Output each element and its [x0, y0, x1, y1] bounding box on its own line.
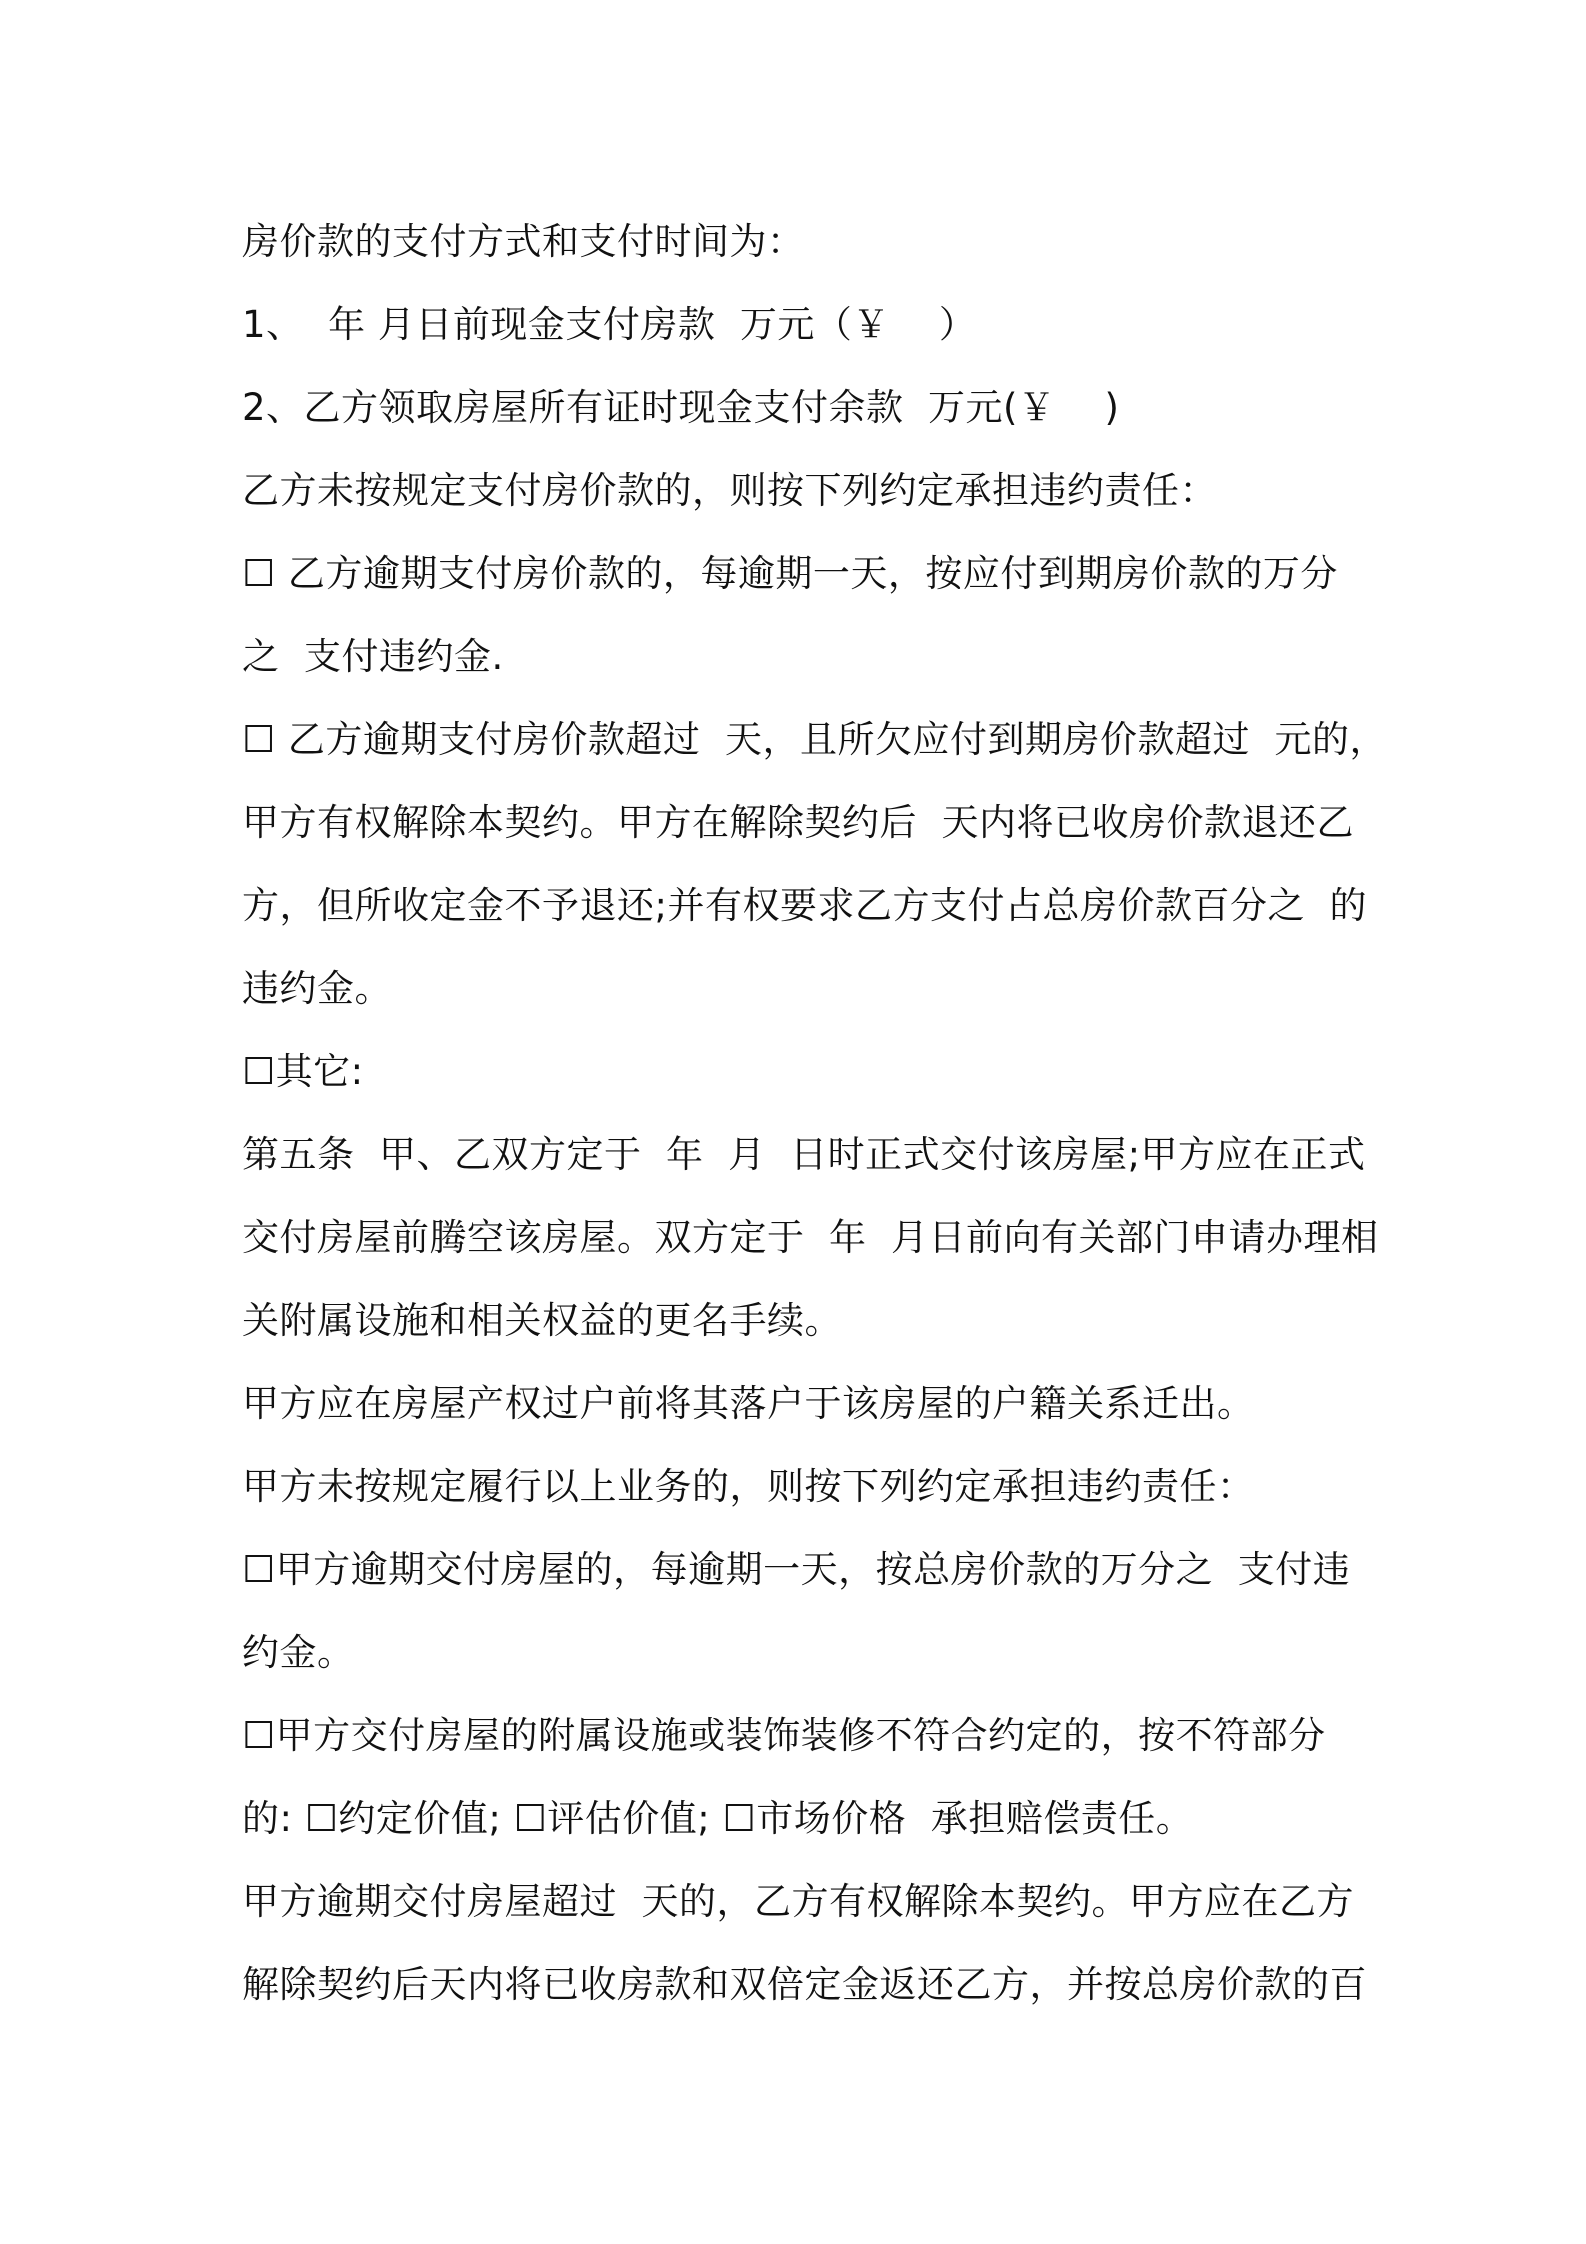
- text-line: 关附属设施和相关权益的更名手续。: [242, 1299, 842, 1342]
- text-line: 甲方有权解除本契约。甲方在解除契约后 天内将已收房价款退还乙: [242, 801, 1355, 844]
- text-line: 违约金。: [242, 967, 392, 1010]
- text-line: 约金。: [242, 1631, 355, 1674]
- text-line: 甲方逾期交付房屋超过 天的，乙方有权解除本契约。甲方应在乙方: [242, 1880, 1355, 1923]
- text-line: ☐甲方交付房屋的附属设施或装饰装修不符合约定的，按不符部分: [242, 1714, 1326, 1757]
- text-line: ☐ 乙方逾期支付房价款超过 天，且所欠应付到期房价款超过 元的，: [242, 718, 1387, 761]
- text-line: 第五条 甲、乙双方定于 年 月 日时正式交付该房屋;甲方应在正式: [242, 1133, 1366, 1176]
- text-line: ☐甲方逾期交付房屋的，每逾期一天，按总房价款的万分之 支付违: [242, 1548, 1351, 1591]
- text-line: ☐ 乙方逾期支付房价款的，每逾期一天，按应付到期房价款的万分: [242, 552, 1338, 595]
- text-line: 的: ☐约定价值; ☐评估价值; ☐市场价格 承担赔偿责任。: [242, 1797, 1194, 1840]
- text-line: 房价款的支付方式和支付时间为：: [242, 220, 805, 263]
- text-line: 2、乙方领取房屋所有证时现金支付余款 万元(￥ ): [242, 386, 1120, 429]
- document-body: [242, 200, 1387, 2026]
- text-line: 之 支付违约金.: [242, 635, 504, 678]
- text-line: 乙方未按规定支付房价款的，则按下列约定承担违约责任：: [242, 469, 1217, 512]
- text-line: 交付房屋前腾空该房屋。双方定于 年 月日前向有关部门申请办理相: [242, 1216, 1379, 1259]
- text-line: 1、 年 月日前现金支付房款 万元（￥ ）: [242, 303, 977, 346]
- text-line: 甲方未按规定履行以上业务的，则按下列约定承担违约责任：: [242, 1465, 1255, 1508]
- text-line: ☐其它:: [242, 1050, 364, 1093]
- text-line: 甲方应在房屋产权过户前将其落户于该房屋的户籍关系迁出。: [242, 1382, 1255, 1425]
- text-line: 方，但所收定金不予退还;并有权要求乙方支付占总房价款百分之 的: [242, 884, 1367, 927]
- text-line: 解除契约后天内将已收房款和双倍定金返还乙方，并按总房价款的百: [242, 1963, 1367, 2006]
